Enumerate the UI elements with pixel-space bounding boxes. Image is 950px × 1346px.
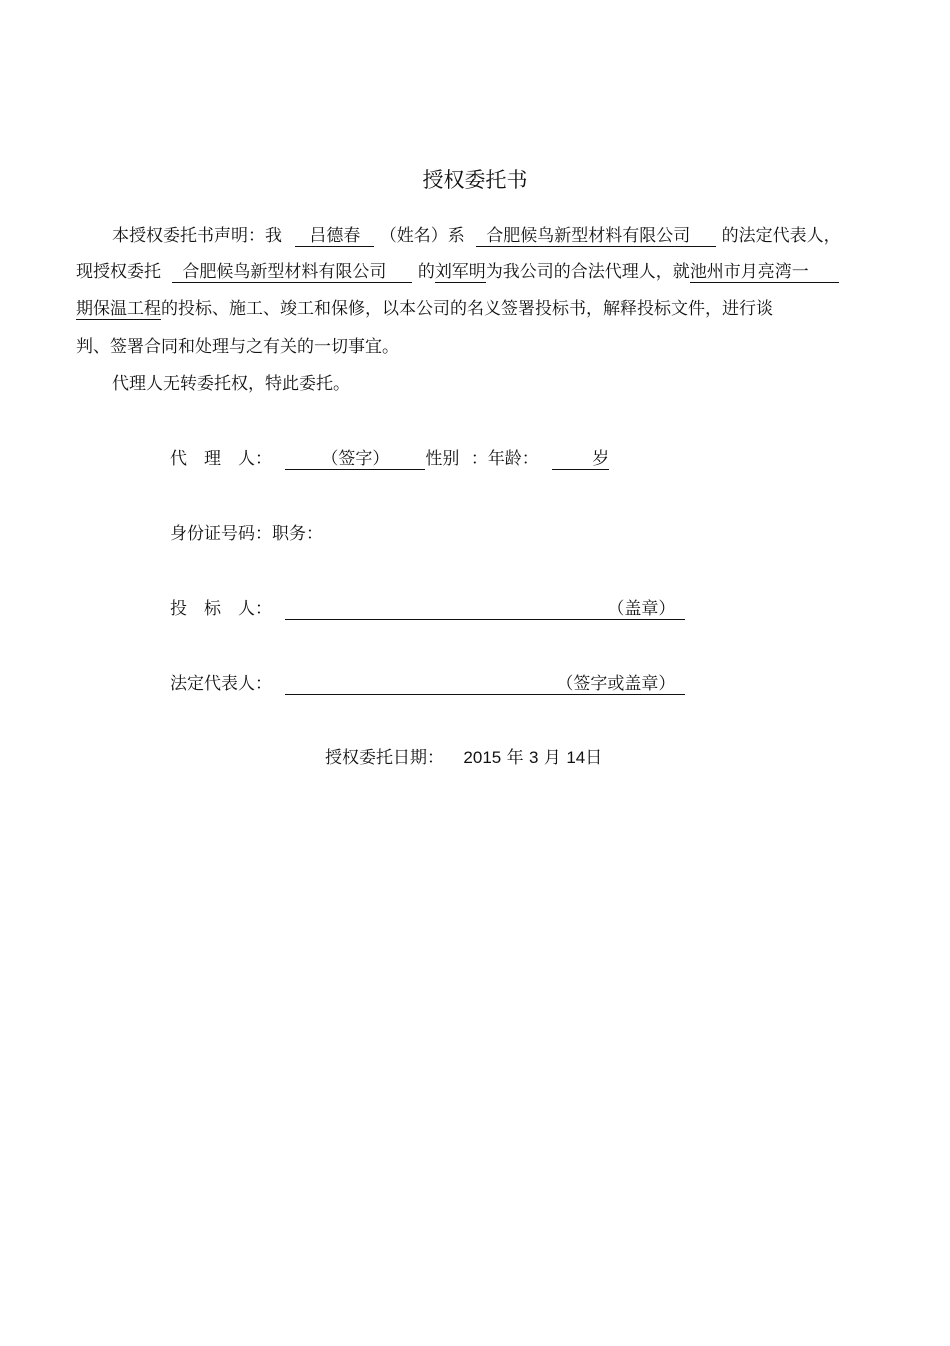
age-unit: 岁: [592, 449, 610, 469]
age-label: 年龄：: [487, 449, 539, 469]
project-name-part-1: 池州市月亮湾一: [690, 262, 839, 283]
no-transfer-statement: 代理人无转委托权，特此委托。: [112, 374, 350, 394]
agent-signature-field[interactable]: [285, 449, 425, 470]
agent-name-field: 刘军明: [434, 262, 486, 282]
date-month: 3: [529, 748, 539, 767]
name-note: （姓名）系: [379, 226, 465, 246]
declaration-line-4: 判、签署合同和处理与之有关的一切事宜。: [76, 337, 399, 357]
date-year: 2015: [463, 748, 502, 767]
legal-rep-label: 法定代表人：: [170, 674, 272, 694]
declaration-line-2: [76, 261, 839, 283]
gender-label: 性别: [425, 449, 460, 469]
id-number-label: 身份证号码：: [170, 524, 272, 544]
declaration-prefix: 本授权委托书声明：我: [112, 226, 282, 246]
principal-name-field: 吕德春: [295, 226, 374, 247]
bidder-row: [170, 598, 685, 620]
date-day-unit: 日: [585, 748, 603, 768]
agent-suffix: 为我公司的合法代理人，就: [485, 262, 690, 282]
declaration-line-3: [76, 298, 773, 320]
agent-row: [170, 448, 609, 470]
of-text: 的: [417, 262, 435, 282]
legal-rep-note: （签字或盖章）: [556, 674, 676, 694]
project-name-part-2: 期保温工程: [76, 299, 161, 319]
entrust-prefix: 现授权委托: [76, 262, 161, 282]
declaration-line-1: [112, 225, 841, 247]
bidder-label: 投 标 人：: [170, 599, 272, 619]
date-year-unit: 年: [506, 748, 524, 768]
document-title: 授权委托书: [422, 168, 528, 192]
agent-label: 代 理 人：: [170, 449, 272, 469]
gender-colon: ：: [470, 449, 488, 469]
legal-rep-suffix: 的法定代表人，: [721, 226, 841, 246]
bidder-stamp-note: （盖章）: [607, 599, 676, 619]
company-name-field: 合肥候鸟新型材料有限公司: [476, 226, 716, 247]
scope-line-3: 的投标、施工、竣工和保修，以本公司的名义签署投标书，解释投标文件，进行谈: [161, 299, 773, 319]
legal-rep-row: [170, 673, 685, 695]
agent-sign-note: （签字）: [321, 449, 390, 469]
date-month-unit: 月: [543, 748, 561, 768]
bidder-stamp-field[interactable]: [285, 599, 685, 620]
date-label: 授权委托日期：: [325, 748, 444, 768]
date-day: 14: [566, 748, 586, 767]
id-row: [170, 523, 323, 545]
legal-rep-signature-field[interactable]: [285, 674, 685, 695]
position-label: 职务：: [272, 524, 323, 544]
entrusted-company-field: 合肥候鸟新型材料有限公司: [172, 262, 412, 283]
age-field[interactable]: [552, 449, 609, 470]
date-row: [325, 747, 602, 769]
